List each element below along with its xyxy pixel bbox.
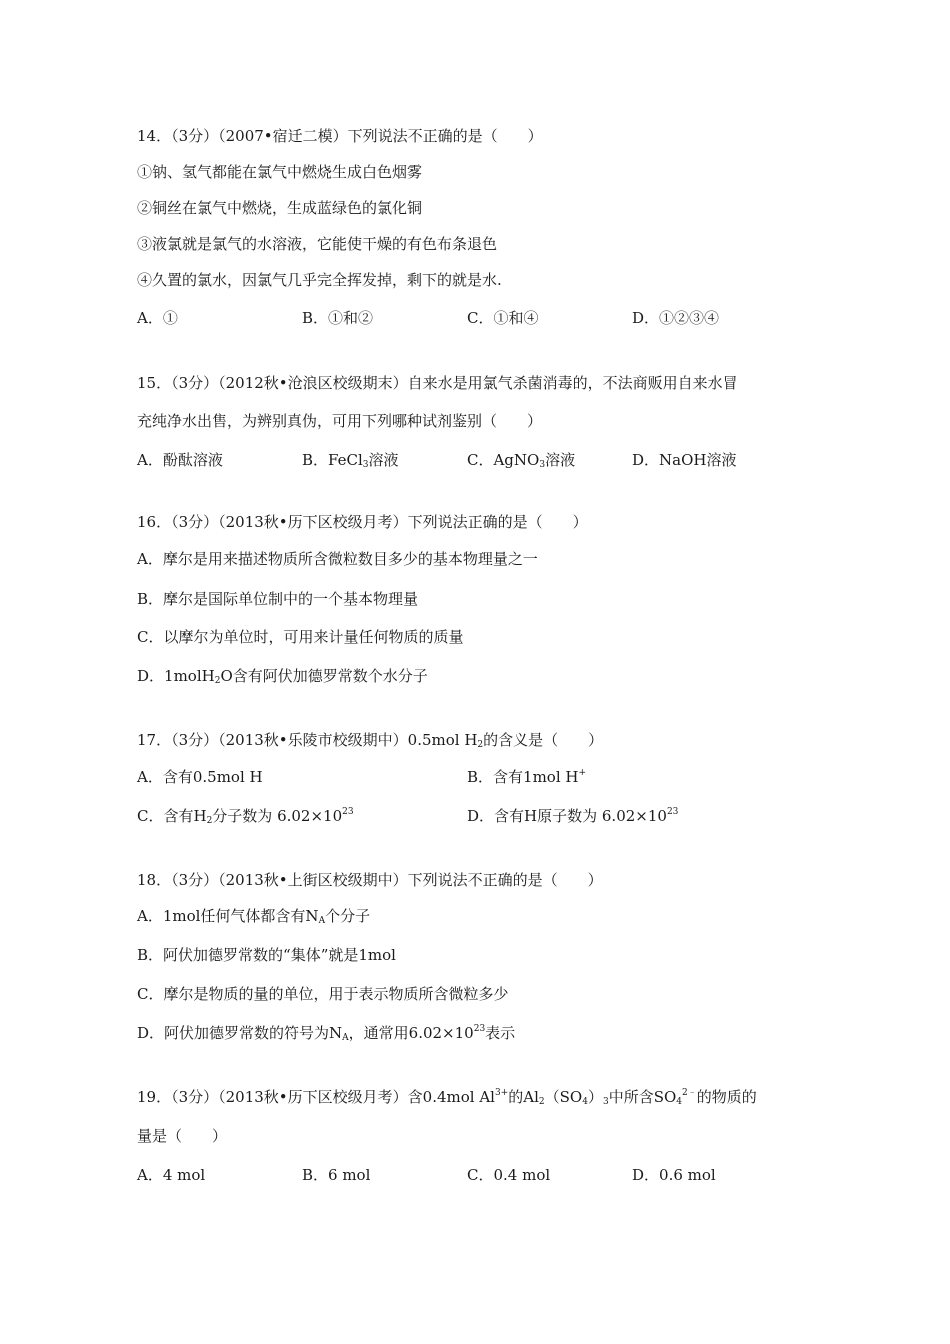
q19-stem-post: 的物质的 (696, 1088, 757, 1106)
q17-option-b-pre: B．含有1mol H (467, 768, 579, 786)
q16-option-d (137, 666, 428, 686)
q14-option-c: C．①和④ (467, 309, 539, 327)
q18-option-a-sub: A (318, 916, 326, 926)
q19-stem-sup1: 3+ (494, 1088, 509, 1098)
q16-option-d-pre: D．1molH (137, 667, 215, 685)
q19-option-c: C．0.4 mol (467, 1166, 551, 1184)
q15-option-c-sub: 3 (539, 460, 546, 470)
q18-option-a (137, 906, 370, 926)
q19-stem-mid3: ） (587, 1088, 603, 1106)
q17-stem (137, 730, 603, 750)
q15-option-b-post: 溶液 (368, 451, 399, 469)
q19-option-a: A．4 mol (137, 1166, 206, 1184)
q16-option-b: B．摩尔是国际单位制中的一个基本物理量 (137, 590, 419, 608)
q16-option-d-post: O含有阿伏加德罗常数个水分子 (220, 667, 428, 685)
q14-stem: 14．（3分）（2007•宿迁二模）下列说法不正确的是（ ） (137, 127, 543, 145)
q17-stem-post: 的含义是（ ） (483, 731, 604, 749)
q17-option-c-sub: 2 (206, 816, 213, 826)
q17-option-d-sup: 23 (666, 807, 679, 817)
q18-option-d-mid: ，通常用6.02×10 (348, 1024, 474, 1042)
q17-option-d-pre: D．含有H原子数为 6.02×10 (467, 807, 667, 825)
q18-option-a-post: 个分子 (325, 907, 371, 925)
q19-stem-line2: 量是（ ） (137, 1127, 228, 1145)
q17-option-c-pre: C．含有H (137, 807, 207, 825)
q18-stem: 18．（3分）（2013秋•上街区校级期中）下列说法不正确的是（ ） (137, 871, 603, 889)
q17-option-b (467, 767, 586, 787)
q17-stem-sub: 2 (477, 740, 484, 750)
q19-stem-mid2: （SO (544, 1088, 583, 1106)
q15-stem-line2: 充纯净水出售，为辨别真伪，可用下列哪种试剂鉴别（ ） (137, 412, 543, 430)
q19-stem-pre: 19．（3分）（2013秋•历下区校级月考）含0.4mol Al (137, 1088, 495, 1106)
q15-option-c-post: 溶液 (545, 451, 576, 469)
q15-option-b-pre: B．FeCl (302, 451, 363, 469)
q15-option-b-sub: 3 (362, 460, 369, 470)
q19-stem-sub4: 4 (676, 1097, 682, 1107)
q18-option-d-pre: D．阿伏加德罗常数的符号为N (137, 1024, 343, 1042)
q17-option-a: A．含有0.5mol H (137, 768, 263, 786)
q14-item-1: ①钠、氢气都能在氯气中燃烧生成白色烟雾 (137, 163, 423, 181)
q15-option-d: D．NaOH溶液 (632, 451, 737, 469)
q14-option-d: D．①②③④ (632, 309, 720, 327)
q19-stem-line1 (137, 1087, 757, 1107)
q14-item-3: ③液氯就是氯气的水溶液，它能使干燥的有色布条退色 (137, 235, 498, 253)
q19-stem-sub3: 3 (602, 1097, 609, 1107)
q16-option-d-sub: 2 (214, 676, 221, 686)
q17-option-b-sup: + (578, 768, 587, 778)
q15-stem-line1: 15．（3分）（2012秋•沧浪区校级期末）自来水是用氯气杀菌消毒的，不法商贩用自来水冒 (137, 374, 738, 392)
q17-option-c (137, 806, 354, 826)
q18-option-d (137, 1023, 515, 1043)
q18-option-d-post: 表示 (485, 1024, 516, 1042)
q17-option-c-mid: 分子数为 6.02×10 (212, 807, 343, 825)
q18-option-a-pre: A．1mol任何气体都含有N (137, 907, 319, 925)
q15-option-c (467, 450, 575, 470)
q14-option-a: A．① (137, 309, 178, 327)
q17-option-c-sup: 23 (342, 807, 354, 817)
q18-option-b: B．阿伏加德罗常数的“集体”就是1mol (137, 946, 396, 964)
q16-stem: 16．（3分）（2013秋•历下区校级月考）下列说法正确的是（ ） (137, 513, 588, 531)
q14-option-b: B．①和② (302, 309, 374, 327)
q16-option-a: A．摩尔是用来描述物质所含微粒数目多少的基本物理量之一 (137, 550, 538, 568)
q18-option-c: C．摩尔是物质的量的单位，用于表示物质所含微粒多少 (137, 985, 509, 1003)
q15-option-c-pre: C．AgNO (467, 451, 540, 469)
q15-option-b (302, 450, 399, 470)
q19-stem-mid4: 中所含SO (608, 1088, 677, 1106)
q19-stem-mid1: 的Al (508, 1088, 539, 1106)
q17-option-d (467, 806, 678, 826)
q19-stem-sub2: 4 (582, 1097, 588, 1107)
q18-option-d-sub: A (342, 1033, 349, 1043)
q19-option-b: B．6 mol (302, 1166, 371, 1184)
q14-item-2: ②铜丝在氯气中燃烧，生成蓝绿色的氯化铜 (137, 199, 423, 217)
q19-option-d: D．0.6 mol (632, 1166, 716, 1184)
q17-stem-pre: 17．（3分）（2013秋•乐陵市校级期中）0.5mol H (137, 731, 478, 749)
q14-item-4: ④久置的氯水，因氯气几乎完全挥发掉，剩下的就是水. (137, 271, 502, 289)
q19-stem-sub1: 2 (538, 1097, 545, 1107)
q15-option-a: A．酚酞溶液 (137, 451, 223, 469)
q18-option-d-sup: 23 (473, 1024, 486, 1034)
q16-option-c: C．以摩尔为单位时，可用来计量任何物质的质量 (137, 628, 464, 646)
q19-stem-sup4: 2﹣ (682, 1088, 697, 1098)
